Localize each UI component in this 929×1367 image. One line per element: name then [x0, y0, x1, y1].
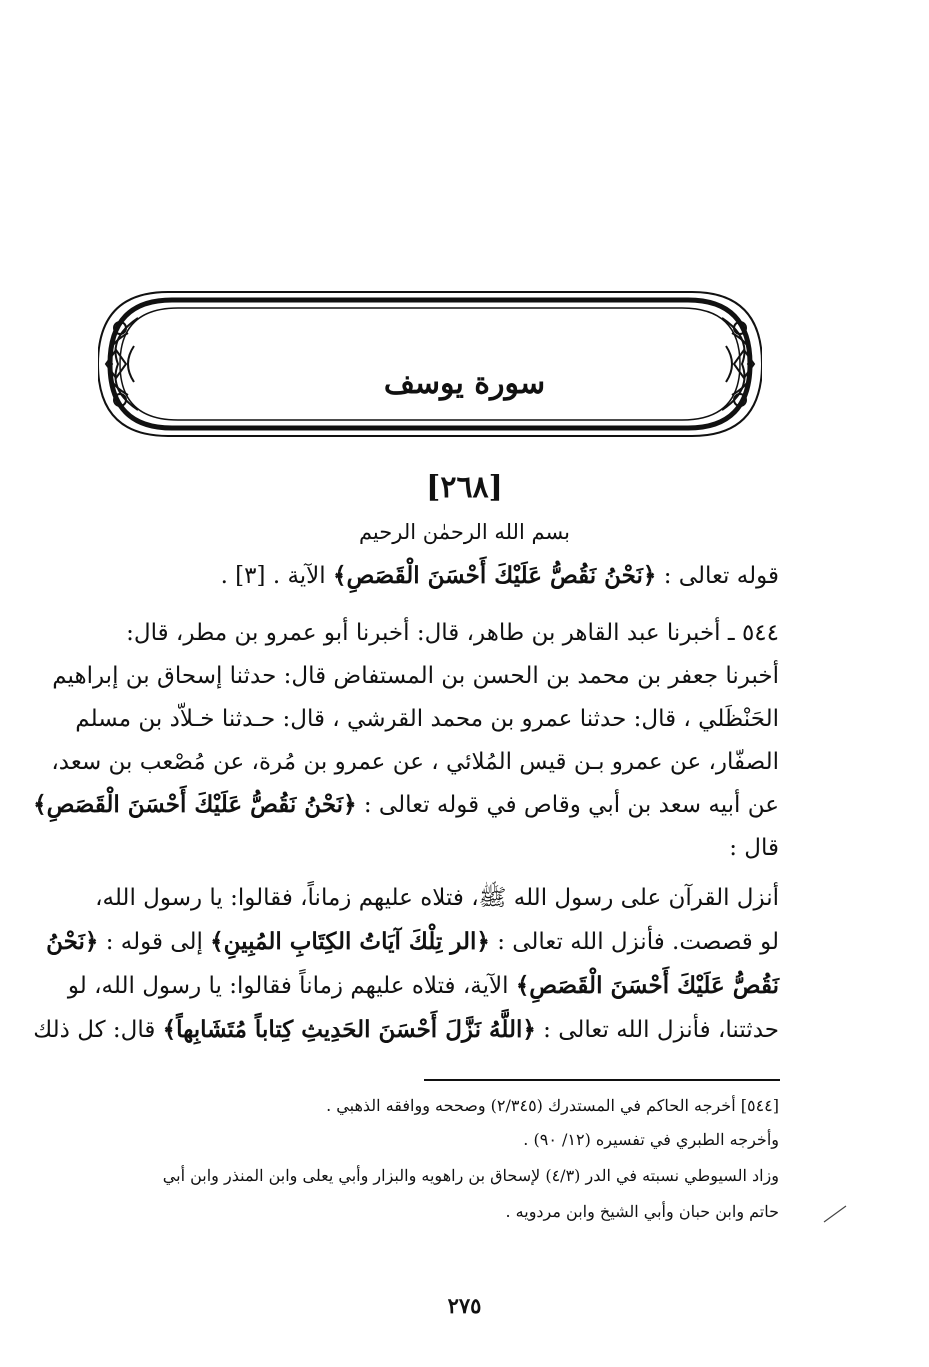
narration-line-2-b: إلى قوله :: [105, 929, 203, 955]
footnote-line-3: وزاد السيوطي نسبته في الدر (٤/٣) لإسحاق بن راهويه والبزار وأبي يعلى وابن المنذر وابن أبي: [162, 1166, 779, 1185]
narration-line-2: [46, 926, 779, 958]
hadith-line-1: ٥٤٤ ـ أخبرنا عبد القاهر بن طاهر، قال: أخبرنا أبو عمرو بن مطر، قال:: [126, 620, 779, 646]
hadith-line-2: أخبرنا جعفر بن محمد بن الحسن بن المستفاض قال: حدثنا إسحاق بن إبراهيم: [52, 663, 779, 689]
hadith-line-6: قال :: [729, 835, 779, 861]
basmala: بسم الله الرحمٰن الرحيم: [358, 520, 571, 544]
hadith-line-5: [33, 789, 779, 821]
narration-line-1: أنزل القرآن على رسول الله ﷺ، فتلاه عليهم زماناً، فقالوا: يا رسول الله،: [95, 885, 779, 911]
surah-title: سورة يوسف: [383, 366, 546, 401]
footnote-line-1: [٥٤٤] أخرجه الحاكم في المستدرك (٢/٣٤٥) وصححه ووافقه الذهبي .: [326, 1096, 779, 1115]
verse-intro-suffix: الآية . [٣] .: [220, 563, 326, 589]
footnote-line-4: حاتم وابن حبان وأبي الشيخ وابن مردويه .: [505, 1202, 779, 1221]
hadith-line-4: الصفّار، عن عمرو بـن قيس المُلائي ، عن عمرو بن مُرة، عن مُصْعب بن سعد،: [51, 749, 779, 775]
footnote-line-2: وأخرجه الطبري في تفسيره (١٢/ ٩٠) .: [523, 1130, 779, 1149]
quran-verse: ﴿نَحْنُ: [46, 928, 99, 955]
quran-verse: ﴿نَحْنُ نَقُصُّ عَلَيْكَ أَحْسَنَ الْقَصَصِ﴾: [33, 791, 357, 818]
quran-verse: نَقُصُّ عَلَيْكَ أَحْسَنَ الْقَصَصِ﴾: [515, 972, 779, 999]
verse-intro: [221, 560, 779, 592]
quran-verse: ﴿اللَّهُ نَزَّلَ أَحْسَنَ الحَدِيثِ كِتاباً مُتَشَابِهاً﴾: [162, 1016, 536, 1043]
pen-stroke-mark: [822, 1200, 848, 1226]
hadith-line-3: الحَنْظَلي ، قال: حدثنا عمرو بن محمد القرشي ، قال: حـدثنا خـلاّد بن مسلم: [75, 706, 779, 732]
verse-intro-prefix: قوله تعالى :: [663, 563, 779, 589]
narration-line-4: [33, 1014, 779, 1046]
footnote-divider: [424, 1079, 780, 1081]
quran-verse: ﴿نَحْنُ نَقُصُّ عَلَيْكَ أَحْسَنَ الْقَصَصِ﴾: [333, 562, 657, 589]
section-number: [٢٦٨]: [426, 470, 503, 505]
narration-line-4-b: قال: كل ذلك: [33, 1017, 156, 1043]
hadith-line-5-text: عن أبيه سعد بن أبي وقاص في قوله تعالى :: [363, 792, 779, 818]
quran-verse: ﴿الر تِلْكَ آيَاتُ الكِتَابِ المُبِينِ﴾: [210, 928, 490, 955]
narration-line-2-a: لو قصصت. فأنزل الله تعالى :: [497, 929, 779, 955]
ornamental-title-frame: [98, 288, 762, 440]
narration-line-3-b: الآية، فتلاه عليهم زماناً فقالوا: يا رسول الله، لو: [67, 973, 509, 999]
narration-line-3: [68, 970, 779, 1002]
page-number: ٢٧٥: [447, 1293, 482, 1318]
narration-line-4-a: حدثتنا، فأنزل الله تعالى :: [543, 1017, 779, 1043]
